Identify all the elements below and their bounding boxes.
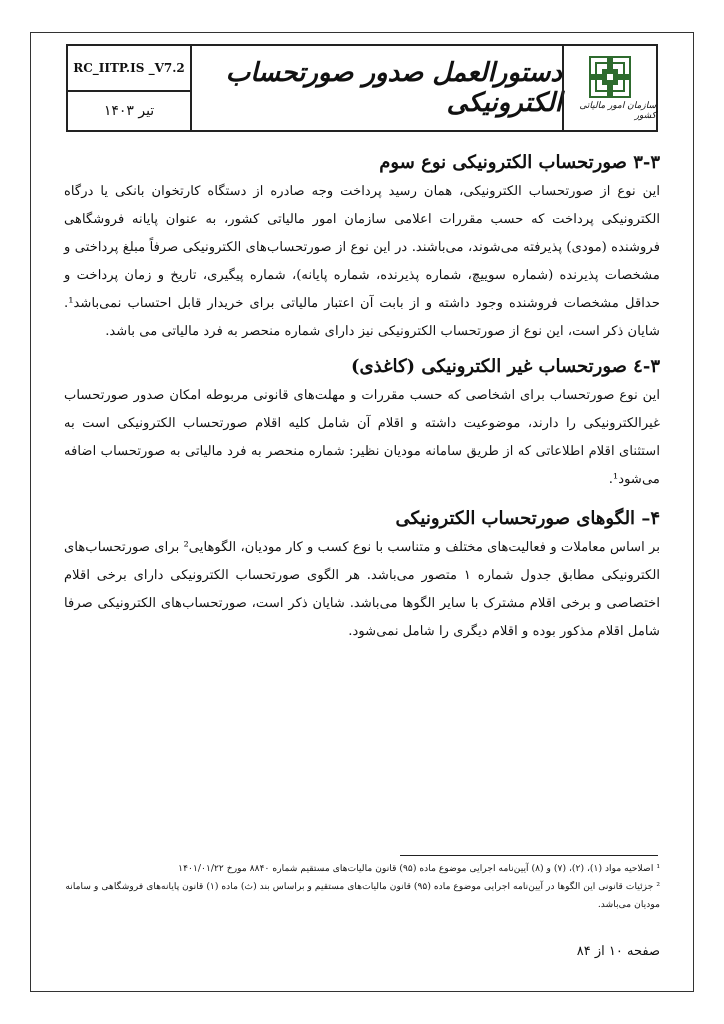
footnote-divider [400,855,658,856]
section-heading: ۳-۳ صورتحساب الکترونیکی نوع سوم [379,152,660,173]
doc-date: تیر ۱۴۰۳ [103,103,155,119]
org-name: سازمان امور مالیاتی کشور [579,101,656,121]
main-content [64,148,660,652]
document-header [66,44,658,132]
section-body: این نوع صورتحساب برای اشخاصی که حسب مقررات و مهلت‌های قانونی مربوطه امکان صدور صورتحساب غیرالکترونیکی را دارند، موضوعیت داشته و اقلام آن شامل کلیه اقلام صورتحساب الکترونیکی است به استثنای اقلام اطلاعاتی که از طریق سامانه مودیان نظیر: شماره منحصر به فرد مالیاتی به صورتحساب اضافه می‌شود¹. [64,388,660,487]
section-body: بر اساس معاملات و فعالیت‌های مختلف و متناسب با نوع کسب و کار مودیان، الگوهایی² برای صورتحساب‌های الکترونیکی مطابق جدول شماره ۱ متصور می‌باشد. هر الگوی صورتحساب الکترونیکی دارای برخی اقلام اختصاصی و برخی اقلام مشترک با سایر الگوها می‌باشد. شایان ذکر است، صورتحساب‌های الکترونیکی صرفا شامل اقلام مذکور بوده و اقلام دیگری را شامل نمی‌شود. [64,540,661,639]
header-meta [68,46,192,130]
doc-code: RC_IITP.IS _V7.2 [68,46,190,92]
footnote-1: ¹ اصلاحیه مواد (۱)، (۲)، (۷) و (۸) آیین‌نامه اجرایی موضوع ماده (۹۵) قانون مالیات‌های مستقیم شماره ۸۸۴۰ مورخ ۱۴۰۱/۰۱/۲۲ [178,863,660,874]
footnotes [64,860,660,914]
page-number: صفحه ۱۰ از ۸۴ [576,944,660,959]
section-3-4 [64,352,660,494]
section-3-3 [64,148,660,346]
section-body: این نوع از صورتحساب الکترونیکی، همان رسید پرداخت وجه صادره از دستگاه کارتخوان بانکی یا درگاه الکترونیکی پرداخت که حسب مقررات اعلامی سازمان امور مالیاتی کشور، به عنوان پایانه فروشگاهی فروشنده (مودی) پذیرفته می‌شوند، می‌باشند. در این نوع از صورتحساب‌های الکترونیکی صرفاً مبلغ پرداختی و مشخصات پذیرنده (شماره سوییچ، شماره پذیرنده، شماره پایانه)، شماره پیگیری، تاریخ و زمان پرداخت و حداقل مشخصات فروشنده وجود داشته و از بابت آن اعتبار مالیاتی برای خریدار قابل احتساب نمی‌باشد¹. شایان ذکر است، این نوع از صورتحساب الکترونیکی نیز دارای شماره منحصر به فرد مالیاتی می باشد. [64,184,660,339]
doc-title: دستورالعمل صدور صورتحساب الکترونیکی [225,58,562,118]
org-logo-icon [588,55,632,99]
section-heading: ۳-٤ صورتحساب غیر الکترونیکی (کاغذی) [351,356,660,377]
org-logo-block [562,46,656,130]
section-4 [64,504,660,646]
section-heading: ۴– الگوهای صورتحساب الکترونیکی [395,508,660,529]
footnote-2: ² جزئیات قانونی این الگوها در آیین‌نامه اجرایی موضوع ماده (۹۵) قانون مالیات‌های مستقیم و براساس بند (ث) ماده (۱) قانون پایانه‌های فروشگاهی و سامانه مودیان می‌باشد. [65,881,660,910]
